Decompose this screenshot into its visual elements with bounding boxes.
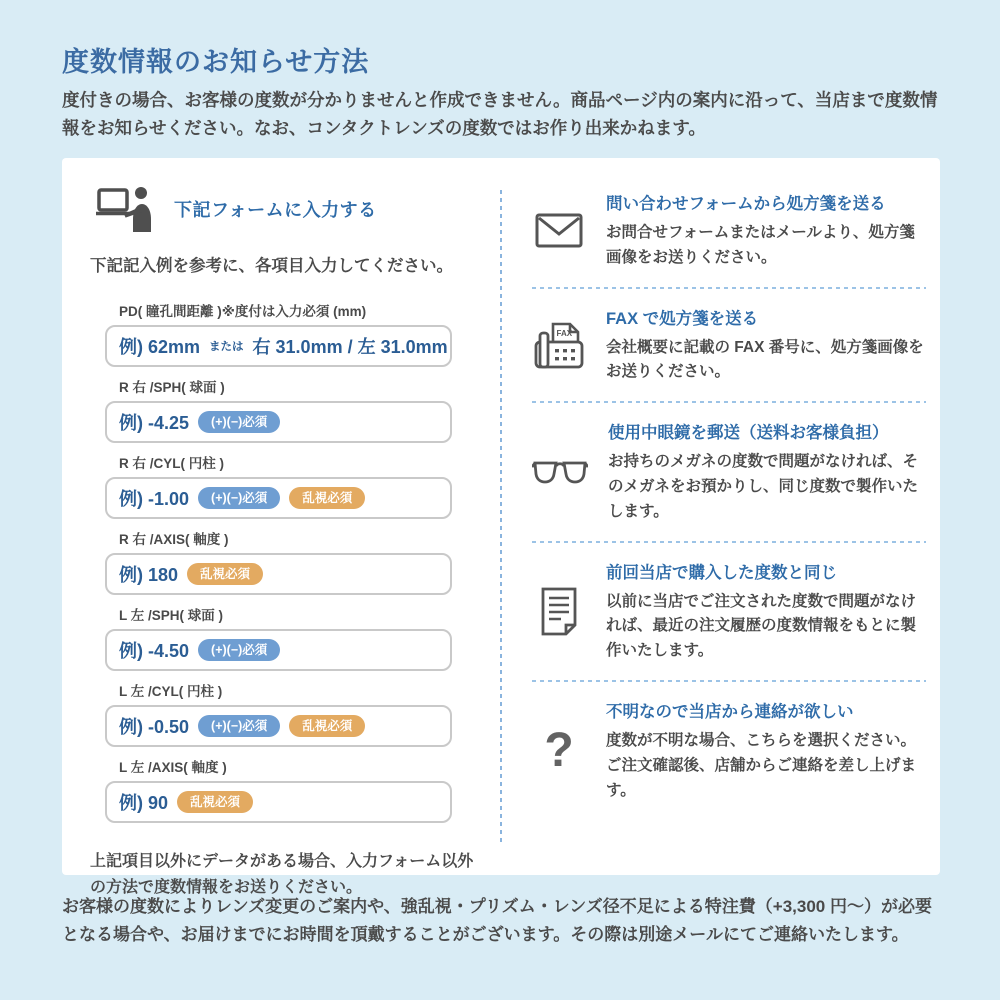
page-title: 度数情報のお知らせ方法 bbox=[62, 47, 370, 77]
mail-icon bbox=[532, 212, 586, 249]
form-section bbox=[90, 186, 520, 902]
method-heading: FAX で処方箋を送る bbox=[606, 309, 759, 328]
method-heading: 使用中眼鏡を郵送（送料お客様負担） bbox=[608, 424, 889, 443]
field-example-box: 例) 180 乱視必須 bbox=[105, 553, 452, 595]
field-label: R 右 /AXIS( 軸度 ) bbox=[119, 532, 229, 547]
form-section-subheading: 下記記入例を参考に、各項目入力してください。 bbox=[90, 257, 453, 275]
form-field-r-sph bbox=[105, 376, 520, 443]
form-field-pd bbox=[105, 300, 520, 367]
field-example-box: 例) -1.00 (+)(−)必須 乱視必須 bbox=[105, 477, 452, 519]
form-field-l-axis bbox=[105, 756, 520, 823]
methods-section bbox=[532, 174, 926, 819]
astigmatism-required-badge: 乱視必須 bbox=[289, 487, 365, 510]
method-body: 以前に当店でご注文された度数で問題がなければ、最近の注文履歴の度数情報をもとに製作いたします。 bbox=[606, 592, 917, 660]
method-heading: 問い合わせフォームから処方箋を送る bbox=[606, 195, 886, 213]
form-field-l-sph bbox=[105, 604, 520, 671]
method-mail-glasses bbox=[532, 403, 926, 540]
svg-text:FAX: FAX bbox=[556, 328, 573, 338]
sign-required-badge: (+)(−)必須 bbox=[198, 715, 280, 738]
method-body: お問合せフォームまたはメールより、処方箋画像をお送りください。 bbox=[606, 224, 915, 266]
intro-text: 度付きの場合、お客様の度数が分かりませんと作成できません。商品ページ内の案内に沿って、当店まで度数情報をお知らせください。なお、コンタクトレンズの度数ではお作り出来かねます。 bbox=[62, 90, 938, 138]
sign-required-badge: (+)(−)必須 bbox=[198, 639, 280, 662]
method-body: お持ちのメガネの度数で問題がなければ、そのメガネをお預かりし、同じ度数で製作いたします。 bbox=[608, 453, 919, 520]
field-label: PD( 瞳孔間距離 )※度付は入力必須 (mm) bbox=[119, 304, 367, 319]
astigmatism-required-badge: 乱視必須 bbox=[187, 563, 263, 586]
field-label: L 左 /AXIS( 軸度 ) bbox=[119, 760, 227, 775]
field-label: L 左 /CYL( 円柱 ) bbox=[119, 684, 223, 699]
question-icon: ? bbox=[544, 723, 574, 777]
document-icon bbox=[532, 586, 586, 636]
form-field-r-cyl bbox=[105, 452, 520, 519]
method-body: 会社概要に記載の FAX 番号に、処方箋画像をお送りください。 bbox=[606, 338, 924, 381]
astigmatism-required-badge: 乱視必須 bbox=[289, 715, 365, 738]
field-example-box: 例) -0.50 (+)(−)必須 乱視必須 bbox=[105, 705, 452, 747]
field-example-box: 例) -4.50 (+)(−)必須 bbox=[105, 629, 452, 671]
footer-note: お客様の度数によりレンズ変更のご案内や、強乱視・プリズム・レンズ径不足による特注費（+3,300 円～）が必要となる場合や、お届けまでにお時間を頂戴することがございます。その際は別途メールにてご連絡いたします。 bbox=[62, 897, 932, 945]
method-contact-form bbox=[532, 174, 926, 287]
method-fax bbox=[532, 289, 926, 402]
fax-icon bbox=[532, 320, 586, 370]
glasses-icon bbox=[532, 459, 588, 485]
main-panel bbox=[62, 158, 940, 897]
form-field-l-cyl bbox=[105, 680, 520, 747]
form-section-header bbox=[96, 186, 520, 232]
astigmatism-required-badge: 乱視必須 bbox=[177, 791, 253, 814]
method-heading: 前回当店で購入した度数と同じ bbox=[606, 563, 837, 582]
method-previous-order bbox=[532, 543, 926, 680]
column-divider bbox=[500, 190, 502, 845]
field-example-box: 例) 62mm または 右 31.0mm / 左 31.0mm bbox=[105, 325, 452, 367]
method-body: 度数が不明な場合、こちらを選択ください。ご注文確認後、店舗からご連絡を差し上げます。 bbox=[606, 731, 917, 799]
field-label: R 右 /SPH( 球面 ) bbox=[119, 380, 225, 395]
field-label: L 左 /SPH( 球面 ) bbox=[119, 608, 224, 623]
person-at-computer-icon bbox=[96, 186, 158, 232]
sign-required-badge: (+)(−)必須 bbox=[198, 411, 280, 434]
method-contact-me bbox=[532, 682, 926, 819]
field-example-box: 例) -4.25 (+)(−)必須 bbox=[105, 401, 452, 443]
form-field-r-axis bbox=[105, 528, 520, 595]
method-heading: 不明なので当店から連絡が欲しい bbox=[606, 702, 854, 721]
form-fields bbox=[105, 300, 520, 823]
sign-required-badge: (+)(−)必須 bbox=[198, 487, 280, 510]
form-section-heading: 下記フォームに入力する bbox=[174, 200, 377, 220]
field-label: R 右 /CYL( 円柱 ) bbox=[119, 456, 224, 471]
field-example-box: 例) 90 乱視必須 bbox=[105, 781, 452, 823]
form-section-footer: 上記項目以外にデータがある場合、入力フォーム以外の方法で度数情報をお送りください。 bbox=[90, 853, 474, 897]
